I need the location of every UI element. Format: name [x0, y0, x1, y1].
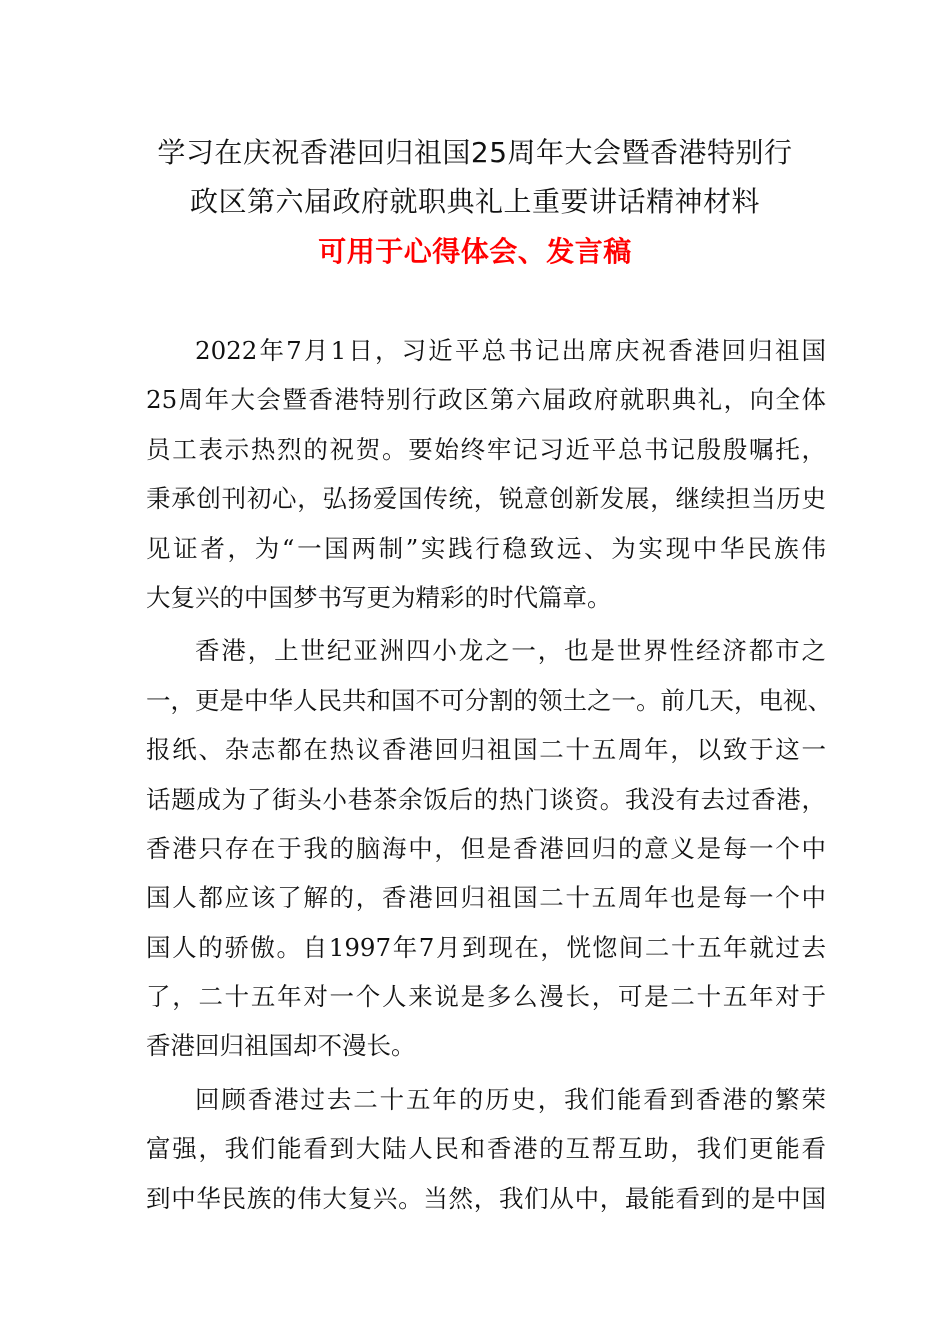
paragraph-line: 话题成为了街头小巷茶余饭后的热门谈资。我没有去过香港， — [146, 784, 826, 814]
title-line-2: 政区第六届政府就职典礼上重要讲话精神材料 — [189, 185, 760, 218]
paragraph — [146, 1075, 826, 1223]
paragraph-line: 一，更是中华人民共和国不可分割的领土之一。前几天，电视、 — [146, 685, 832, 715]
paragraph-line: 回顾香港过去二十五年的历史，我们能看到香港的繁荣 — [195, 1084, 826, 1114]
title-line-1: 学习在庆祝香港回归祖国25周年大会暨香港特别行 — [157, 136, 793, 169]
paragraph-line: 大复兴的中国梦书写更为精彩的时代篇章。 — [146, 582, 612, 612]
paragraph-line: 香港回归祖国却不漫长。 — [146, 1031, 416, 1061]
paragraph — [146, 626, 832, 1071]
paragraph-line: 富强，我们能看到大陆人民和香港的互帮互助，我们更能看 — [146, 1134, 826, 1164]
paragraph-line: 到中华民族的伟大复兴。当然，我们从中，最能看到的是中国 — [146, 1183, 826, 1213]
document-body — [146, 326, 832, 1223]
paragraph-line: 香港只存在于我的脑海中，但是香港回归的意义是每一个中 — [146, 833, 826, 863]
paragraph-line: 秉承创刊初心，弘扬爱国传统，锐意创新发展，继续担当历史 — [146, 484, 826, 514]
paragraph-line: 2022年7月1日，习近平总书记出席庆祝香港回归祖国 — [195, 336, 826, 365]
document-title — [0, 128, 950, 278]
paragraph-line: 员工表示热烈的祝贺。要始终牢记习近平总书记殷殷嘱托， — [146, 434, 826, 464]
paragraph-line: 了，二十五年对一个人来说是多么漫长，可是二十五年对于 — [146, 982, 826, 1012]
paragraph-line: 报纸、杂志都在热议香港回归祖国二十五周年，以致于这一 — [146, 735, 826, 765]
paragraph-line: 国人的骄傲。自1997年7月到现在，恍惚间二十五年就过去 — [146, 932, 826, 962]
paragraph — [146, 326, 826, 622]
document-subtitle: 可用于心得体会、发言稿 — [318, 235, 632, 268]
paragraph-line: 国人都应该了解的，香港回归祖国二十五周年也是每一个中 — [146, 883, 826, 913]
paragraph-line: 见证者，为“一国两制”实践行稳致远、为实现中华民族伟 — [146, 533, 826, 563]
paragraph-line: 25周年大会暨香港特别行政区第六届政府就职典礼，向全体 — [146, 385, 826, 415]
paragraph-line: 香港，上世纪亚洲四小龙之一，也是世界性经济都市之 — [195, 636, 826, 666]
